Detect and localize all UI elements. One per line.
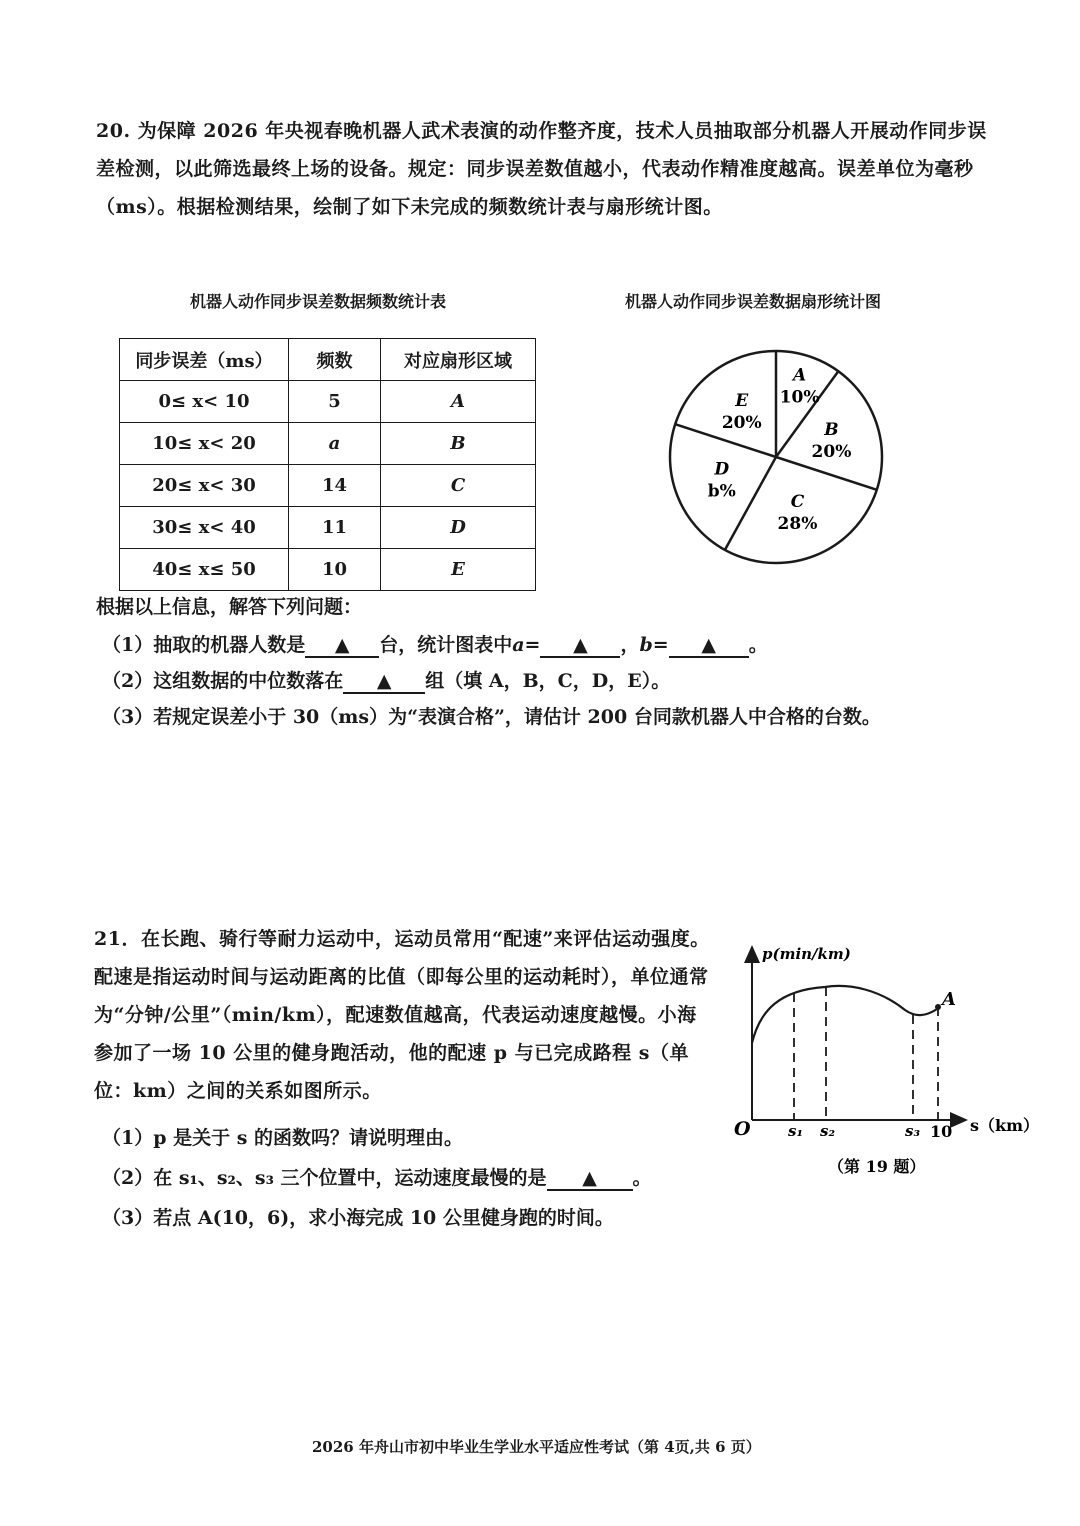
page-footer: 2026 年舟山市初中毕业生学业水平适应性考试（第 4页,共 6 页） xyxy=(312,1438,761,1456)
cell-range: 40≤ x≤ 50 xyxy=(120,549,289,591)
table-row xyxy=(120,465,536,507)
cell-region: C xyxy=(381,465,536,507)
q20-sub3: （3）若规定误差小于 30（ms）为“表演合格”，请估计 200 台同款机器人中合格的台数。 xyxy=(102,706,881,728)
q20-sub1-mid: 台，统计图表中 xyxy=(379,634,513,656)
point-a-label: A xyxy=(942,989,956,1010)
header-frequency: 频数 xyxy=(289,339,381,381)
q20-sub2 xyxy=(102,663,670,699)
answer-blank-b[interactable]: ▲ xyxy=(669,634,749,658)
b-label: b= xyxy=(639,634,669,656)
pie-slice-label-c: C xyxy=(790,492,805,513)
pie-slice-percent-c: 28% xyxy=(777,514,818,535)
q21-sub1: （1）p 是关于 s 的函数吗？请说明理由。 xyxy=(102,1127,464,1149)
q20-sub2-pre: （2）这组数据的中位数落在 xyxy=(102,670,344,692)
table-title: 机器人动作同步误差数据频数统计表 xyxy=(190,292,447,311)
tick-s3: s₃ xyxy=(905,1122,921,1140)
q20-sub1-end: 。 xyxy=(748,634,768,656)
cell-range: 10≤ x< 20 xyxy=(120,423,289,465)
cell-frequency: 14 xyxy=(289,465,381,507)
cell-range: 20≤ x< 30 xyxy=(120,465,289,507)
q20-sub2-post: 组（填 A，B，C，D，E）。 xyxy=(425,670,671,692)
q20-sub1 xyxy=(102,627,768,663)
header-region: 对应扇形区域 xyxy=(381,339,536,381)
answer-blank-a[interactable]: ▲ xyxy=(540,634,620,658)
q20-intro: 20. 为保障 2026 年央视春晚机器人武术表演的动作整齐度，技术人员抽取部分机器人开展动作同步误差检测，以此筛选最终上场的设备。规定：同步误差数值越小，代表动作精准度越高。误差单位为毫秒（ms）。根据检测结果，绘制了如下未完成的频数统计表与扇形统计图。 xyxy=(96,120,987,218)
pie-title: 机器人动作同步误差数据扇形统计图 xyxy=(625,292,882,311)
table-row xyxy=(120,549,536,591)
pace-graph xyxy=(730,935,1040,1180)
cell-region: E xyxy=(381,549,536,591)
cell-region: A xyxy=(381,381,536,423)
cell-frequency: 5 xyxy=(289,381,381,423)
q21-sub2-pre: （2）在 s₁、s₂、s₃ 三个位置中，运动速度最慢的是 xyxy=(102,1167,547,1189)
cell-region: D xyxy=(381,507,536,549)
answer-blank-median[interactable]: ▲ xyxy=(343,670,425,694)
answer-blank-slowest[interactable]: ▲ xyxy=(547,1167,633,1191)
tick-s1: s₁ xyxy=(788,1122,804,1140)
pie-slice-percent-a: 10% xyxy=(779,387,820,408)
cell-frequency: a xyxy=(289,423,381,465)
pie-slice-label-e: E xyxy=(735,390,749,411)
y-axis-label: p(min/km) xyxy=(762,945,851,963)
pie-boundary-d xyxy=(725,457,776,550)
pie-chart xyxy=(660,345,900,575)
cell-frequency: 10 xyxy=(289,549,381,591)
q21-intro: 21．在长跑、骑行等耐力运动中，运动员常用“配速”来评估运动强度。配速是指运动时间与运动距离的比值（即每公里的运动耗时），单位通常为“分钟/公里”（min/km），配速数值越高，代表运动速度越慢。小海参加了一场 10 公里的健身跑活动，他的配速 p 与已完成路程 s（单位：km）之间的关系如图所示。 xyxy=(94,928,710,1102)
pie-slice-label-b: B xyxy=(824,419,839,440)
pace-curve xyxy=(752,986,937,1043)
q20-prompt: 根据以上信息，解答下列问题： xyxy=(96,596,363,618)
tick-10: 10 xyxy=(930,1122,953,1141)
pie-slice-label-a: A xyxy=(792,365,807,386)
q21-sub2-end: 。 xyxy=(632,1167,652,1189)
pie-slice-percent-e: 20% xyxy=(721,412,762,433)
header-error: 同步误差（ms） xyxy=(120,339,289,381)
table-row xyxy=(120,381,536,423)
pie-slice-percent-d: b% xyxy=(707,481,736,502)
pie-slice-label-d: D xyxy=(714,459,730,480)
cell-range: 0≤ x< 10 xyxy=(120,381,289,423)
x-axis-label: s（km） xyxy=(970,1116,1040,1135)
cell-region: B xyxy=(381,423,536,465)
q21-sub3: （3）若点 A(10，6)，求小海完成 10 公里健身跑的时间。 xyxy=(102,1207,614,1229)
table-row xyxy=(120,423,536,465)
frequency-table xyxy=(119,338,536,591)
cell-range: 30≤ x< 40 xyxy=(120,507,289,549)
table-header-row xyxy=(120,339,536,381)
tick-s2: s₂ xyxy=(820,1122,836,1140)
q20-sub1-pre: （1）抽取的机器人数是 xyxy=(102,634,306,656)
origin-label: O xyxy=(734,1118,751,1140)
cell-frequency: 11 xyxy=(289,507,381,549)
graph-caption: （第 19 题） xyxy=(828,1157,926,1176)
pie-slice-percent-b: 20% xyxy=(811,441,852,462)
answer-blank-count[interactable]: ▲ xyxy=(305,634,379,658)
a-label: a= xyxy=(512,634,541,656)
q21-sub2 xyxy=(102,1160,652,1196)
table-row xyxy=(120,507,536,549)
q20-sub1-sep: ， xyxy=(620,634,640,656)
